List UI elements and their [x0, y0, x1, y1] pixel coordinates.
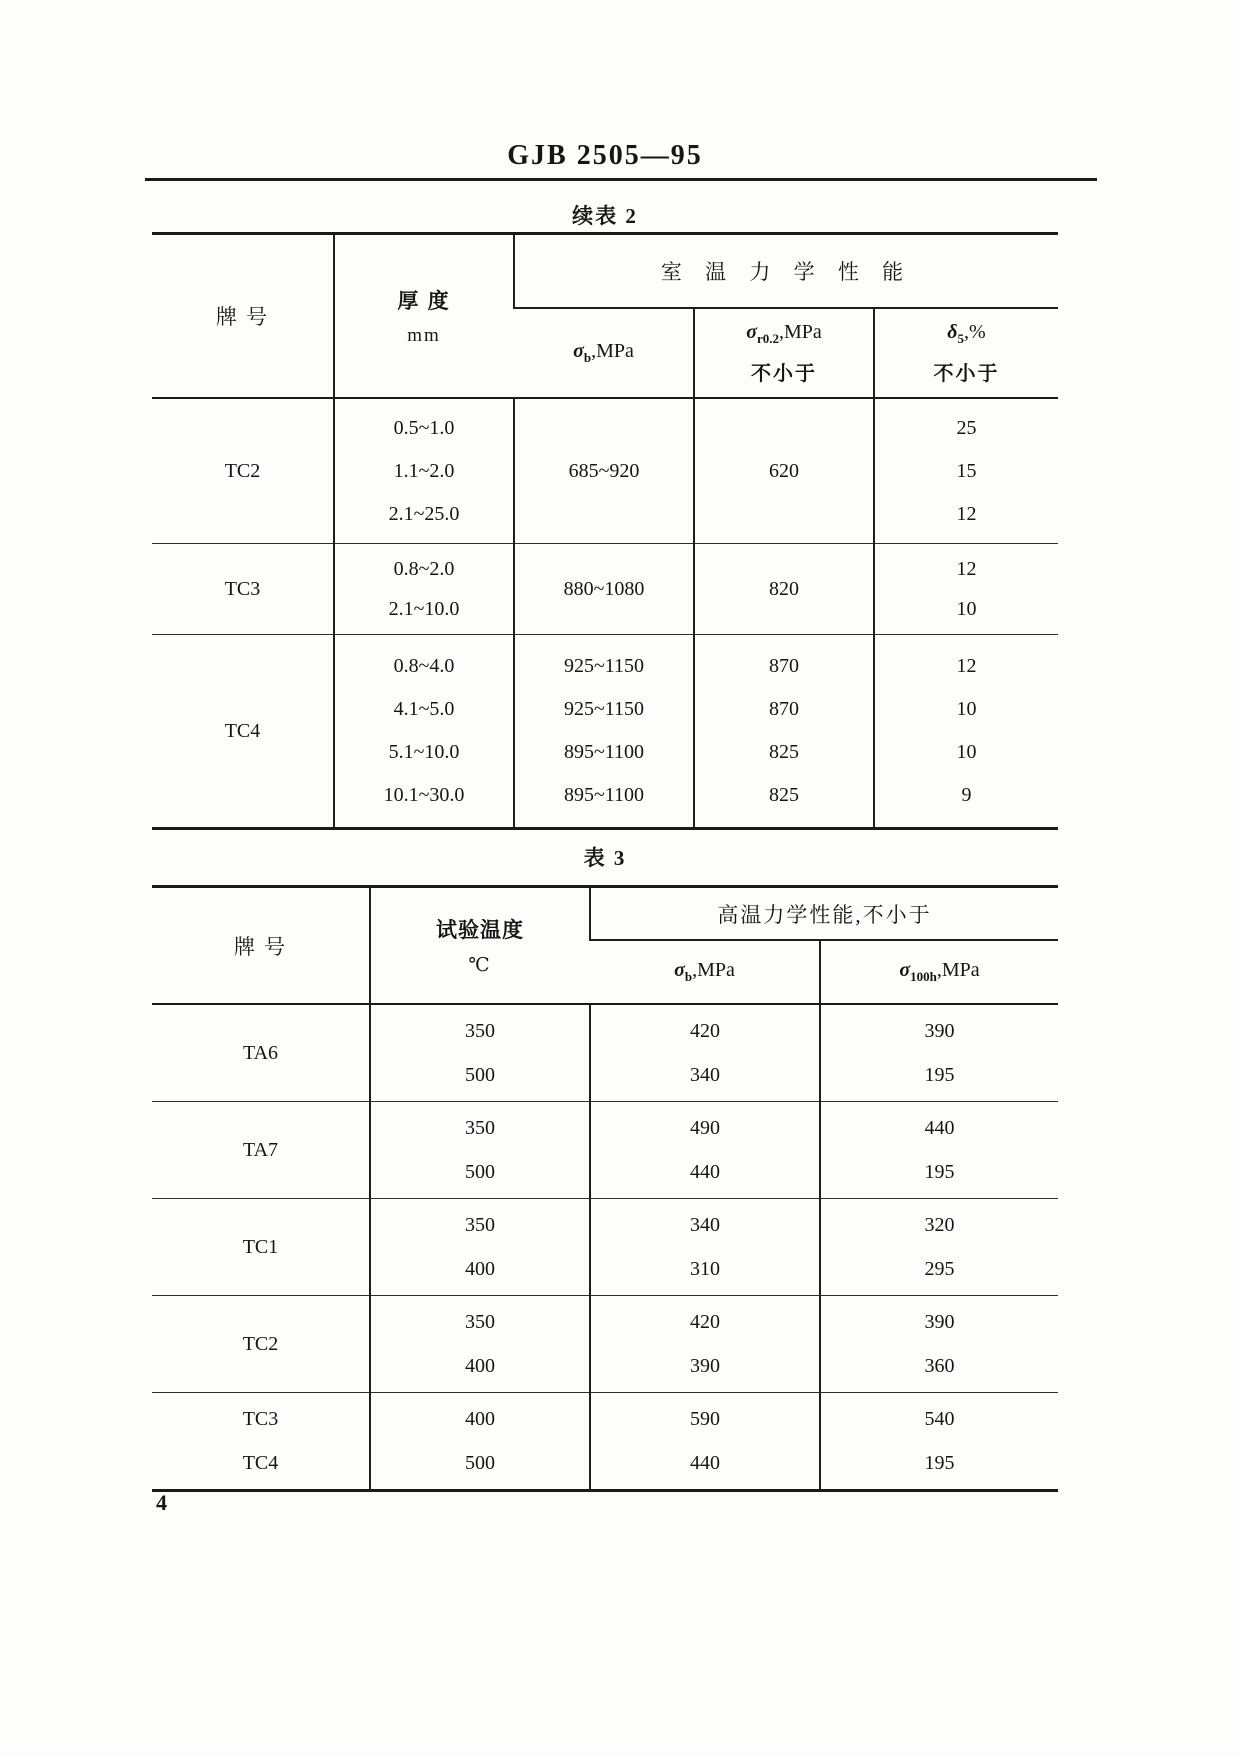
cell-line: 350 [465, 1020, 495, 1042]
cell-line: 9 [961, 784, 972, 806]
test-temperature-label: 试验温度 [436, 918, 524, 942]
sigma-b-subscript: b [684, 969, 693, 984]
cell-line: 440 [690, 1452, 720, 1474]
cell-line: 10 [956, 741, 977, 763]
page-number: 4 [156, 1490, 167, 1515]
sigma-100h-cell [820, 1296, 1058, 1393]
cell-line: 15 [956, 459, 977, 482]
cell-line: 895~1100 [563, 784, 645, 806]
cell-line: 12 [956, 558, 977, 580]
delta-symbol: δ [947, 320, 958, 343]
table2-header [152, 234, 1058, 399]
table3-header-row1 [152, 887, 1058, 941]
sigma-r02-unit: ,MPa [779, 320, 822, 343]
sigma-symbol: σ [899, 959, 911, 981]
cell-line: 310 [690, 1258, 720, 1280]
cell-line: 390 [924, 1020, 955, 1042]
table-row-tc1 [152, 1199, 1058, 1296]
cell-line: 825 [769, 784, 799, 806]
sigma-100h-cell [820, 1393, 1058, 1491]
cell-line: 2.1~10.0 [388, 598, 460, 620]
col-header-sigma-b [590, 940, 820, 1004]
sigma-r02-cell: 820 [694, 544, 874, 635]
cell-line: 440 [690, 1161, 720, 1183]
col-header-grade: 牌 号 [152, 234, 334, 399]
not-less-than-note: 不小于 [751, 362, 817, 385]
cell-line: 12 [956, 502, 977, 525]
cell-line: 420 [690, 1020, 720, 1042]
sigma-b-cell: 880~1080 [514, 544, 694, 635]
table-row-tc3 [152, 544, 1058, 635]
sigma-b-cell [590, 1393, 820, 1491]
cell-line: 400 [465, 1258, 495, 1280]
cell-line: 870 [769, 698, 799, 720]
col-header-thickness [334, 234, 514, 399]
cell-line: 400 [465, 1408, 495, 1430]
sigma-100h-cell [820, 1004, 1058, 1102]
table-row-ta7 [152, 1102, 1058, 1199]
table-row-ta6 [152, 1004, 1058, 1102]
cell-line: 400 [465, 1355, 495, 1377]
cell-line: 390 [690, 1355, 720, 1377]
sigma-b-cell [590, 1102, 820, 1199]
thickness-cell [334, 544, 514, 635]
grade-cell: TC3 [152, 544, 334, 635]
sigma-b-cell [590, 1004, 820, 1102]
cell-line: 340 [690, 1064, 720, 1086]
table3-header [152, 887, 1058, 1005]
table3-title: 表 3 [583, 846, 627, 870]
table2-body [152, 398, 1058, 829]
delta5-subscript: 5 [957, 330, 965, 346]
grade-cell [152, 1199, 370, 1296]
cell-line: TA6 [242, 1042, 279, 1064]
cell-line: TA7 [242, 1139, 279, 1161]
col-header-sigma-100h [820, 940, 1058, 1004]
grade-cell: TC2 [224, 459, 261, 482]
cell-line: 0.5~1.0 [393, 416, 455, 439]
cell-line: 500 [465, 1452, 495, 1474]
temperature-cell [370, 1004, 590, 1102]
cell-line: 295 [924, 1258, 955, 1280]
sigma-b-cell [590, 1296, 820, 1393]
table3-body [152, 1004, 1058, 1491]
cell-line: 500 [465, 1064, 495, 1086]
table3-high-temp-properties [152, 885, 1058, 1492]
cell-line: TC2 [242, 1333, 279, 1355]
sigma-b-cell [590, 1199, 820, 1296]
table-row-tc4 [152, 635, 1058, 829]
cell-line: 420 [690, 1311, 720, 1333]
cell-line: 0.8~4.0 [393, 655, 455, 677]
grade-cell [152, 1296, 370, 1393]
table2-header-row1 [152, 234, 1058, 309]
temperature-cell [370, 1199, 590, 1296]
thickness-cell [334, 635, 514, 829]
cell-line: 500 [465, 1161, 495, 1183]
cell-line: 25 [956, 416, 977, 439]
table2-title: 续表 2 [572, 204, 638, 228]
sigma-r02-subscript: r0.2 [756, 330, 779, 346]
grade-cell [152, 1393, 370, 1491]
table2-room-temp-properties [152, 232, 1058, 830]
thickness-unit: mm [407, 325, 441, 346]
cell-line: 5.1~10.0 [388, 741, 460, 763]
not-less-than-note: 不小于 [933, 362, 1000, 385]
sigma-symbol: σ [746, 320, 757, 343]
delta5-cell [874, 635, 1058, 829]
cell-line: TC1 [242, 1236, 279, 1258]
cell-line: 12 [956, 655, 977, 677]
temperature-cell [370, 1102, 590, 1199]
cell-line: 10 [956, 698, 977, 720]
sigma-r02-cell [694, 635, 874, 829]
cell-line: 195 [924, 1452, 955, 1474]
grade-cell [152, 1004, 370, 1102]
sigma-100h-cell [820, 1199, 1058, 1296]
col-header-delta5 [874, 308, 1058, 398]
cell-line: 390 [924, 1311, 955, 1333]
cell-line: 870 [769, 655, 799, 677]
sigma-100h-cell [820, 1102, 1058, 1199]
sigma-b-cell [514, 635, 694, 829]
delta5-cell [874, 398, 1058, 544]
delta5-cell [874, 544, 1058, 635]
grade-cell [152, 1102, 370, 1199]
delta5-unit: ,% [964, 320, 986, 343]
standard-code-heading: GJB 2505—95 [507, 140, 703, 171]
sigma-r02-cell: 620 [694, 398, 874, 544]
temperature-cell [370, 1393, 590, 1491]
cell-line: 895~1100 [563, 741, 645, 763]
cell-line: 490 [690, 1117, 720, 1139]
sigma-b-unit: ,MPa [591, 340, 634, 362]
table-row-tc2 [152, 1296, 1058, 1393]
cell-line: 4.1~5.0 [393, 698, 455, 720]
col-header-test-temperature [370, 887, 590, 1005]
cell-line: 540 [924, 1408, 955, 1430]
col-header-sigma-r02 [694, 308, 874, 398]
cell-line: 350 [465, 1214, 495, 1236]
cell-line: 10 [956, 598, 977, 620]
table-row-tc3-tc4 [152, 1393, 1058, 1491]
cell-line: 350 [465, 1311, 495, 1333]
cell-line: 320 [924, 1214, 955, 1236]
cell-line: 360 [924, 1355, 955, 1377]
span-header-high-temp-properties: 高温力学性能,不小于 [590, 887, 1058, 941]
celsius-unit: ℃ [468, 955, 492, 976]
sigma-b-subscript: b [583, 350, 592, 365]
cell-line: 2.1~25.0 [388, 502, 460, 525]
cell-line: 10.1~30.0 [383, 784, 465, 806]
thickness-cell [334, 398, 514, 544]
sigma-b-cell: 685~920 [514, 398, 694, 544]
grade-cell: TC4 [152, 635, 334, 829]
cell-line: 340 [690, 1214, 720, 1236]
sigma-100h-subscript: 100h [910, 969, 937, 984]
cell-line: 440 [924, 1117, 955, 1139]
sigma-symbol: σ [573, 340, 584, 362]
cell-line: 0.8~2.0 [393, 558, 455, 580]
header-rule [145, 178, 1097, 181]
cell-line: 825 [769, 741, 799, 763]
sigma-symbol: σ [674, 959, 685, 981]
temperature-cell [370, 1296, 590, 1393]
cell-line: 925~1150 [563, 655, 645, 677]
span-header-room-temp-properties: 室 温 力 学 性 能 [514, 234, 1058, 309]
thickness-label: 厚 度 [397, 289, 451, 313]
cell-line: 590 [690, 1408, 720, 1430]
table-row-tc2 [152, 398, 1058, 544]
cell-line: TC3 [242, 1408, 279, 1430]
col-header-sigma-b [514, 308, 694, 398]
cell-line: 195 [924, 1161, 955, 1183]
cell-line: TC4 [242, 1452, 279, 1474]
sigma-b-unit: ,MPa [692, 959, 735, 981]
cell-line: 350 [465, 1117, 495, 1139]
cell-line: 195 [924, 1064, 955, 1086]
cell-line: 1.1~2.0 [393, 459, 455, 482]
col-header-grade: 牌 号 [152, 887, 370, 1005]
sigma-100h-unit: ,MPa [936, 959, 980, 981]
cell-line: 925~1150 [563, 698, 645, 720]
